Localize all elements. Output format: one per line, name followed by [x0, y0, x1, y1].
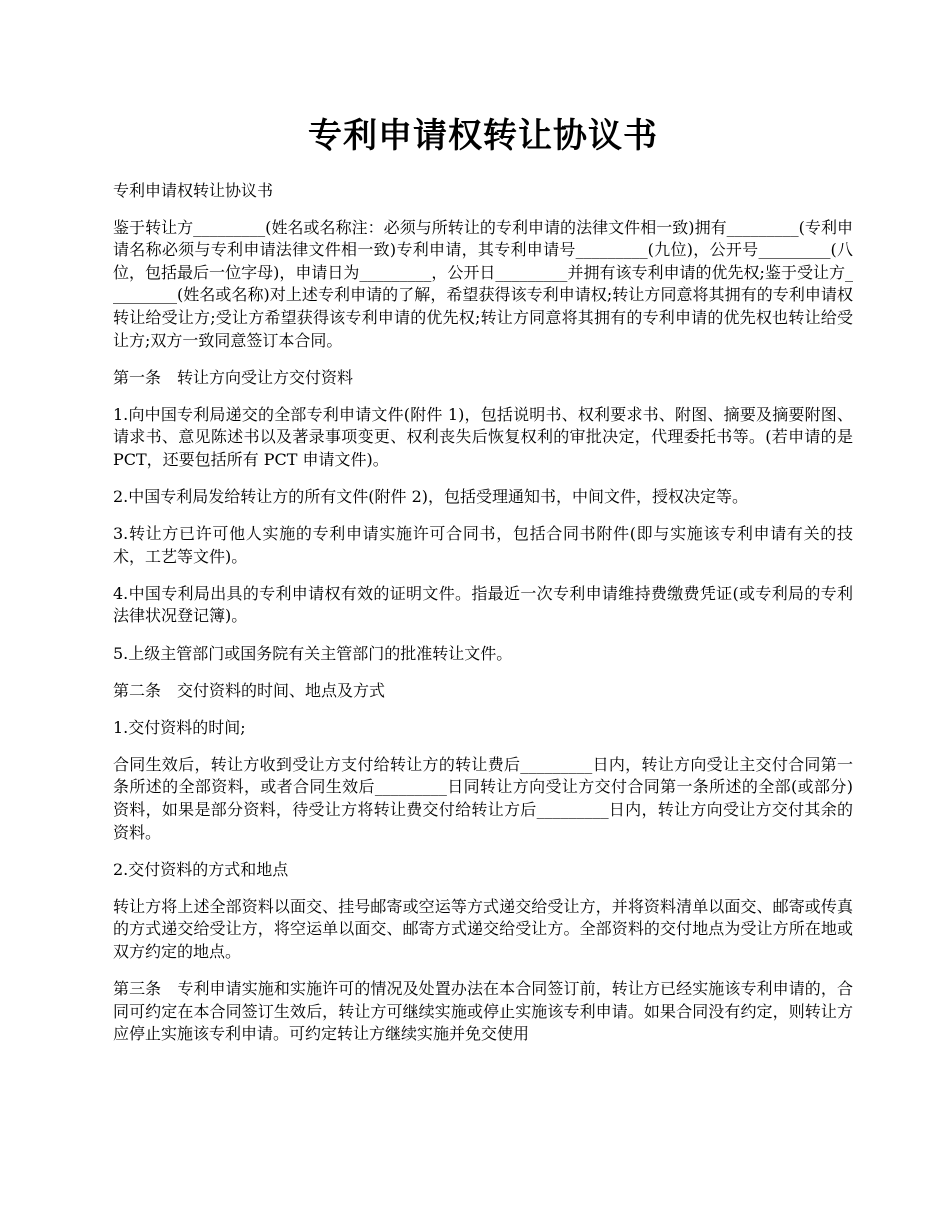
article-1-item-5: 5.上级主管部门或国务院有关主管部门的批准转让文件。 [113, 643, 513, 663]
article-2-item-1-body: 合同生效后，转让方收到受让方支付给转让方的转让费后_________日内，转让方向受让主交付合同第一条所述的全部资料，或者合同生效后_________日同转让方向受让方交付合同第一条所述的全部(或部分)资料，如果是部分资料，待受让方将转让费交付给转让方后_________日内，转让方向受让方交付其余的资料。 [113, 754, 853, 842]
article-2-item-2-body: 转让方将上述全部资料以面交、挂号邮寄或空运等方式递交给受让方，并将资料清单以面交、邮寄或传真的方式递交给受让方，将空运单以面交、邮寄方式递交给受让方。全部资料的交付地点为受让方所在地或双方约定的地点。 [113, 896, 853, 961]
article-1-item-1: 1.向中国专利局递交的全部专利申请文件(附件 1)，包括说明书、权利要求书、附图、摘要及摘要附图、请求书、意见陈述书以及著录事项变更、权利丧失后恢复权利的审批决定，代理委托书等。(若申请的是 PCT，还要包括所有 PCT 申请文件)。 [113, 404, 853, 469]
article-1-item-3: 3.转让方已许可他人实施的专利申请实施许可合同书，包括合同书附件(即与实施该专利申请有关的技术，工艺等文件)。 [113, 524, 853, 566]
article-3-body: 第三条 专利申请实施和实施许可的情况及处置办法在本合同签订前，转让方已经实施该专利申请的，合同可约定在本合同签订生效后，转让方可继续实施或停止实施该专利申请。如果合同没有约定，则转让方应停止实施该专利申请。可约定转让方继续实施并免交使用 [113, 979, 853, 1044]
document-title: 专利申请权转让协议书 [308, 116, 658, 156]
article-2-item-1-heading: 1.交付资料的时间; [113, 717, 246, 737]
article-1-item-2: 2.中国专利局发给转让方的所有文件(附件 2)，包括受理通知书，中间文件，授权决定等。 [113, 487, 749, 507]
article-2-heading: 第二条 交付资料的时间、地点及方式 [113, 680, 386, 700]
article-2-item-2-heading: 2.交付资料的方式和地点 [113, 859, 289, 879]
article-1-heading: 第一条 转让方向受让方交付资料 [113, 367, 354, 387]
paragraph-subtitle: 专利申请权转让协议书 [113, 181, 274, 200]
document-body [113, 180, 853, 1060]
paragraph-preamble: 鉴于转让方_________(姓名或名称注：必须与所转让的专利申请的法律文件相一致)拥有_________(专利申请名称必须与专利申请法律文件相一致)专利申请，其专利申请号_________(九位)，公开号_________(八位，包括最后一位字母)，申请日为_________，公开日_________并拥有该专利申请的优先权;鉴于受让方_________(姓名或名称)对上述专利申请的了解，希望获得该专利申请权;转让方同意将其拥有的专利申请权转让给受让方;受让方希望获得该专利申请的优先权;转让方同意将其拥有的专利申请的优先权也转让给受让方;双方一致同意签订本合同。 [113, 217, 853, 350]
article-1-item-4: 4.中国专利局出具的专利申请权有效的证明文件。指最近一次专利申请维持费缴费凭证(或专利局的专利法律状况登记簿)。 [113, 583, 853, 626]
